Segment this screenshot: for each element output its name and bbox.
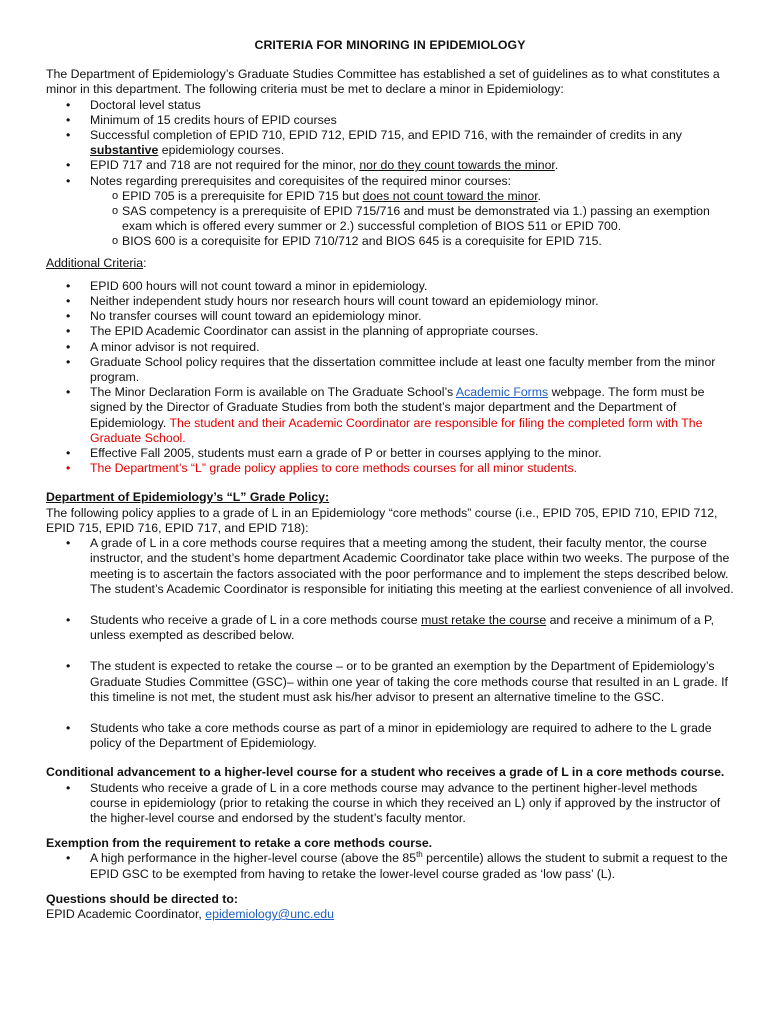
additional-item: • Neither independent study hours nor research hours will count toward an epidemiology minor. <box>46 294 734 309</box>
conditional-item: • Students who receive a grade of L in a core methods course may advance to the pertinent higher-level methods course in epidemiology (prior to retaking the course in which they received an L) only if approved by the instructor of the higher-level course and endorsed by the student’s faculty mentor. <box>46 781 734 827</box>
prerequisite-notes-list <box>90 189 734 250</box>
additional-item: • No transfer courses will count toward an epidemiology minor. <box>46 309 734 324</box>
emphasis-substantive: substantive <box>90 143 159 158</box>
policy-item: • Students who receive a grade of L in a core methods course must retake the course and receive a minimum of a P, unless exempted as described below. <box>46 613 734 643</box>
policy-item: • The student is expected to retake the course – or to be granted an exemption by the Department of Epidemiology’s Graduate Studies Committee (GSC)– within one year of taking the core methods course that resulted in an L grade. If this timeline is not met, the student must ask his/her advisor to present an alternative timeline to the GSC. <box>46 659 734 705</box>
additional-item: • The EPID Academic Coordinator can assist in the planning of appropriate courses. <box>46 324 734 339</box>
additional-item: • Graduate School policy requires that the dissertation committee include at least one faculty member from the minor program. <box>46 355 734 385</box>
additional-item: • A minor advisor is not required. <box>46 340 734 355</box>
criteria-list <box>46 98 734 250</box>
conditional-advancement-list <box>46 781 734 827</box>
note-item: o SAS competency is a prerequisite of EPID 715/716 and must be demonstrated via 1.) passing an exemption exam which is offered every summer or 2.) successful completion of BIOS 511 or EPID 700. <box>90 204 734 234</box>
conditional-advancement-heading: Conditional advancement to a higher-level course for a student who receives a grade of L in a core methods course. <box>46 765 725 780</box>
l-grade-policy-list <box>46 536 734 751</box>
policy-item: • A grade of L in a core methods course requires that a meeting among the student, their faculty mentor, the course instructor, and the student’s home department Academic Coordinator take place within two weeks. The purpose of the meeting is to ascertain the factors associated with the poor performance and to implement the steps described below. The student’s Academic Coordinator is responsible for initiating this meeting at the earliest convenience of all involved. <box>46 536 734 597</box>
note-item: o BIOS 600 is a corequisite for EPID 710/712 and BIOS 645 is a corequisite for EPID 715. <box>90 234 734 249</box>
intro-paragraph: The Department of Epidemiology’s Graduate Studies Committee has established a set of guidelines as to what constitutes a minor in this department. The following criteria must be met to declare a minor in Epidemiology: <box>46 67 720 97</box>
l-grade-policy-intro: The following policy applies to a grade of L in an Epidemiology “core methods” course (i.e., EPID 705, EPID 710, EPID 712, EPID 715, EPID 716, EPID 717, and EPID 718): <box>46 505 718 535</box>
additional-item: • EPID 600 hours will not count toward a minor in epidemiology. <box>46 279 734 294</box>
policy-item: • Students who take a core methods course as part of a minor in epidemiology are required to adhere to the L grade policy of the Department of Epidemiology. <box>46 721 734 751</box>
email-link[interactable]: epidemiology@unc.edu <box>205 906 334 921</box>
contact-line: EPID Academic Coordinator, epidemiology@unc.edu <box>46 906 334 921</box>
exemption-item: • A high performance in the higher-level course (above the 85th percentile) allows the student to submit a request to the EPID GSC to be exempted from having to retake the lower-level course graded as ‘low pass’ (L). <box>46 851 734 881</box>
questions-heading: Questions should be directed to: <box>46 891 238 906</box>
l-grade-policy-heading: Department of Epidemiology’s “L” Grade Policy: <box>46 490 330 505</box>
criteria-item: • EPID 717 and 718 are not required for the minor, nor do they count towards the minor. <box>46 158 734 173</box>
exemption-heading: Exemption from the requirement to retake a core methods course. <box>46 836 433 851</box>
exemption-list <box>46 851 734 881</box>
criteria-item: • Notes regarding prerequisites and corequisites of the required minor courses: o EPID 705 is a prerequisite for EPID 715 but does not count toward the minor. o SAS competency is a prerequisite of EPID 715/716 and must be demonstrated via 1.) passing an exemption exam which is offered every summer or 2.) successful completion of BIOS 511 or EPID 700. o BIOS 600 is a corequisite for EPID 710/712 and BIOS 645 is a corequisite for EPID 715. <box>46 174 734 250</box>
additional-item: • The Department’s “L” grade policy applies to core methods courses for all minor students. <box>46 461 734 476</box>
note-item: o EPID 705 is a prerequisite for EPID 715 but does not count toward the minor. <box>90 189 734 204</box>
additional-item: • The Minor Declaration Form is available on The Graduate School’s Academic Forms webpage. The form must be signed by the Director of Graduate Studies from both the student’s major department and the Department of Epidemiology. The student and their Academic Coordinator are responsible for filing the completed form with The Graduate School. <box>46 385 734 446</box>
criteria-item: • Minimum of 15 credits hours of EPID courses <box>46 113 734 128</box>
additional-item: • Effective Fall 2005, students must earn a grade of P or better in courses applying to the minor. <box>46 446 734 461</box>
page-title: CRITERIA FOR MINORING IN EPIDEMIOLOGY <box>254 38 526 52</box>
additional-criteria-heading: Additional Criteria: <box>46 255 147 270</box>
academic-forms-link[interactable]: Academic Forms <box>455 385 549 400</box>
additional-criteria-list <box>46 279 734 477</box>
criteria-item: • Successful completion of EPID 710, EPID 712, EPID 715, and EPID 716, with the remainder of credits in any substantive epidemiology courses. <box>46 128 734 158</box>
criteria-item: • Doctoral level status <box>46 98 734 113</box>
